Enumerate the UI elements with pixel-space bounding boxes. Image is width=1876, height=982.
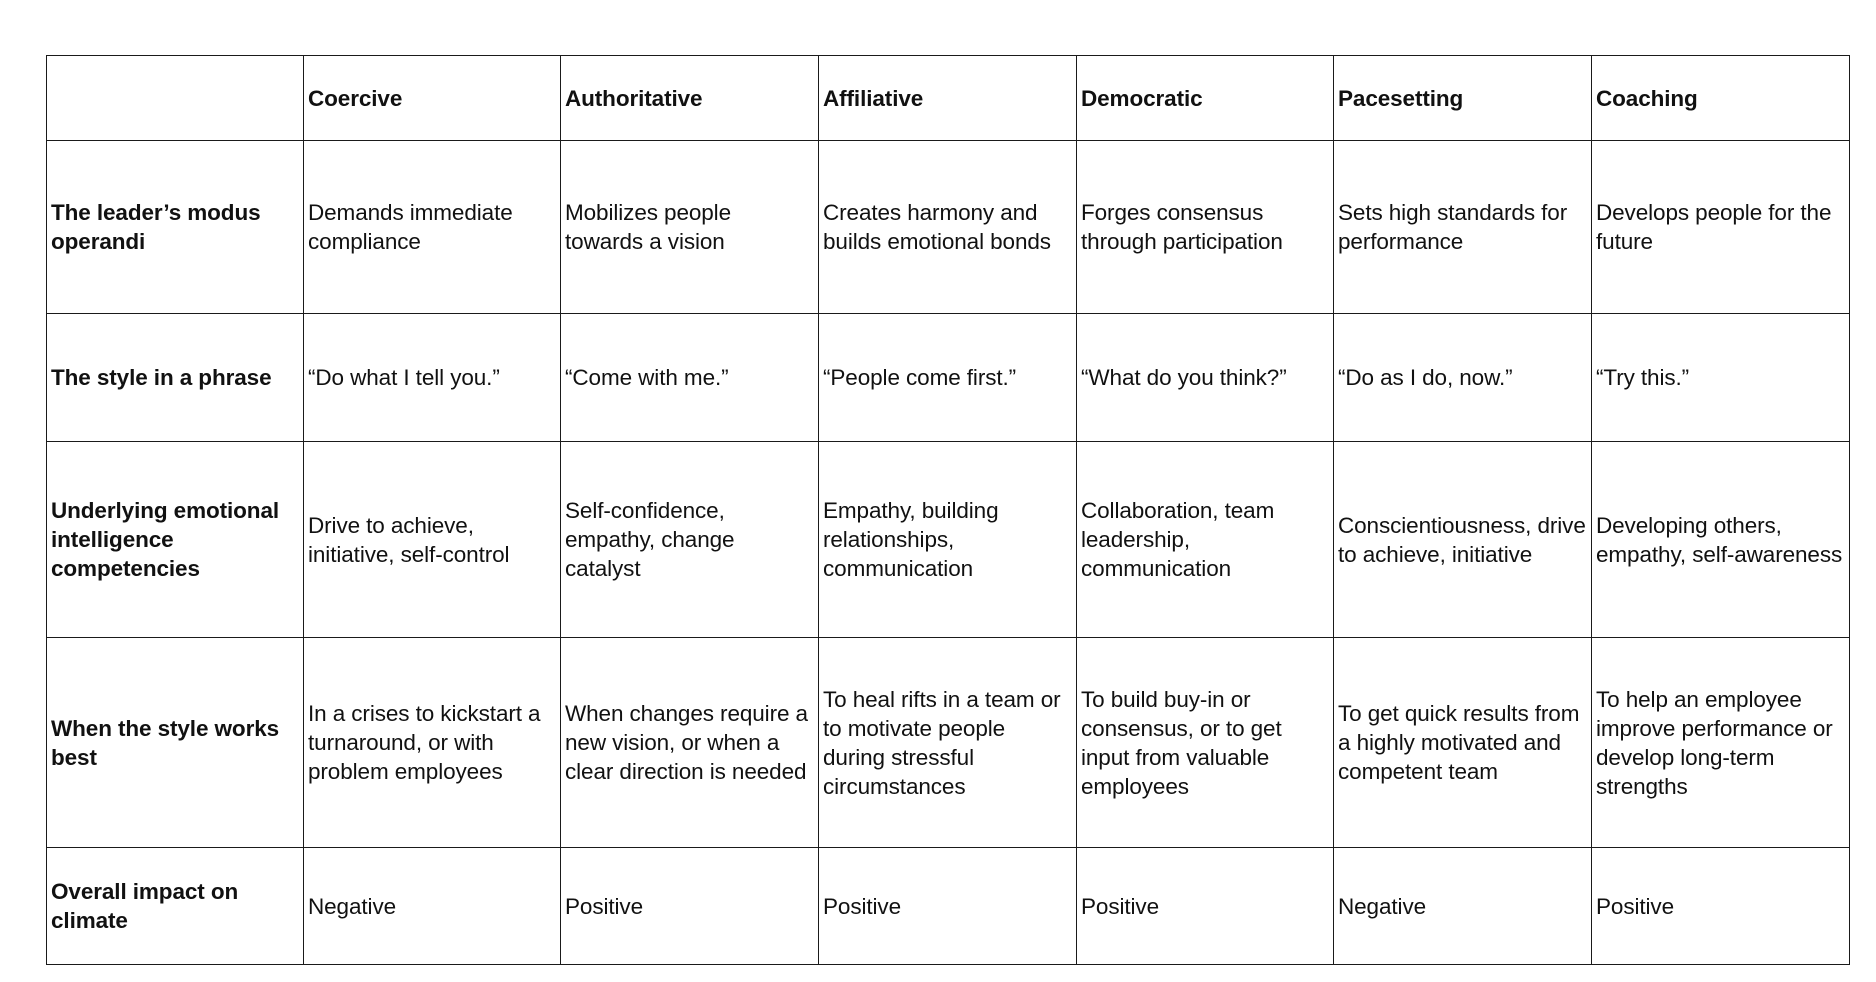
table-cell: Forges consensus through participation	[1077, 141, 1334, 314]
column-header-democratic: Democratic	[1077, 56, 1334, 141]
table-cell: When changes require a new vision, or when a clear direction is needed	[561, 638, 819, 848]
table-row	[47, 848, 1850, 965]
table-cell: Negative	[304, 848, 561, 965]
table-cell: “People come first.”	[819, 314, 1077, 442]
table-cell: “What do you think?”	[1077, 314, 1334, 442]
column-header-authoritative: Authoritative	[561, 56, 819, 141]
table-cell: Positive	[1592, 848, 1850, 965]
leadership-styles-table	[46, 55, 1850, 965]
table-cell: “Do as I do, now.”	[1334, 314, 1592, 442]
table-cell: Collaboration, team leadership, communication	[1077, 442, 1334, 638]
table-cell: Empathy, building relationships, communication	[819, 442, 1077, 638]
column-header-pacesetting: Pacesetting	[1334, 56, 1592, 141]
table-cell: Demands immediate compliance	[304, 141, 561, 314]
table-row	[47, 141, 1850, 314]
table-cell: “Come with me.”	[561, 314, 819, 442]
row-header-ei-competencies: Underlying emotional intelligence competencies	[47, 442, 304, 638]
row-header-style-phrase: The style in a phrase	[47, 314, 304, 442]
column-header-affiliative: Affiliative	[819, 56, 1077, 141]
table-cell: Negative	[1334, 848, 1592, 965]
row-header-modus-operandi: The leader’s modus operandi	[47, 141, 304, 314]
table-cell: Self-confidence, empathy, change catalyst	[561, 442, 819, 638]
table-cell: Mobilizes people towards a vision	[561, 141, 819, 314]
column-header-coaching: Coaching	[1592, 56, 1850, 141]
row-header-climate-impact: Overall impact on climate	[47, 848, 304, 965]
table-cell: In a crises to kickstart a turnaround, or with problem employees	[304, 638, 561, 848]
table-cell: To heal rifts in a team or to motivate people during stressful circumstances	[819, 638, 1077, 848]
table-cell: To get quick results from a highly motivated and competent team	[1334, 638, 1592, 848]
table-row	[47, 442, 1850, 638]
row-header-works-best: When the style works best	[47, 638, 304, 848]
table-cell: “Do what I tell you.”	[304, 314, 561, 442]
table-cell: Positive	[819, 848, 1077, 965]
table-cell: Positive	[1077, 848, 1334, 965]
table-cell: Developing others, empathy, self-awareness	[1592, 442, 1850, 638]
table-row	[47, 638, 1850, 848]
table-row	[47, 314, 1850, 442]
header-corner-cell	[47, 56, 304, 141]
table-cell: Sets high standards for performance	[1334, 141, 1592, 314]
table-cell: To help an employee improve performance or develop long-term strengths	[1592, 638, 1850, 848]
table-cell: Drive to achieve, initiative, self-control	[304, 442, 561, 638]
table-cell: Positive	[561, 848, 819, 965]
table-cell: To build buy-in or consensus, or to get input from valuable employees	[1077, 638, 1334, 848]
table-cell: Develops people for the future	[1592, 141, 1850, 314]
table-cell: Creates harmony and builds emotional bonds	[819, 141, 1077, 314]
table-cell: “Try this.”	[1592, 314, 1850, 442]
column-header-coercive: Coercive	[304, 56, 561, 141]
table-header-row	[47, 56, 1850, 141]
table-cell: Conscientiousness, drive to achieve, initiative	[1334, 442, 1592, 638]
